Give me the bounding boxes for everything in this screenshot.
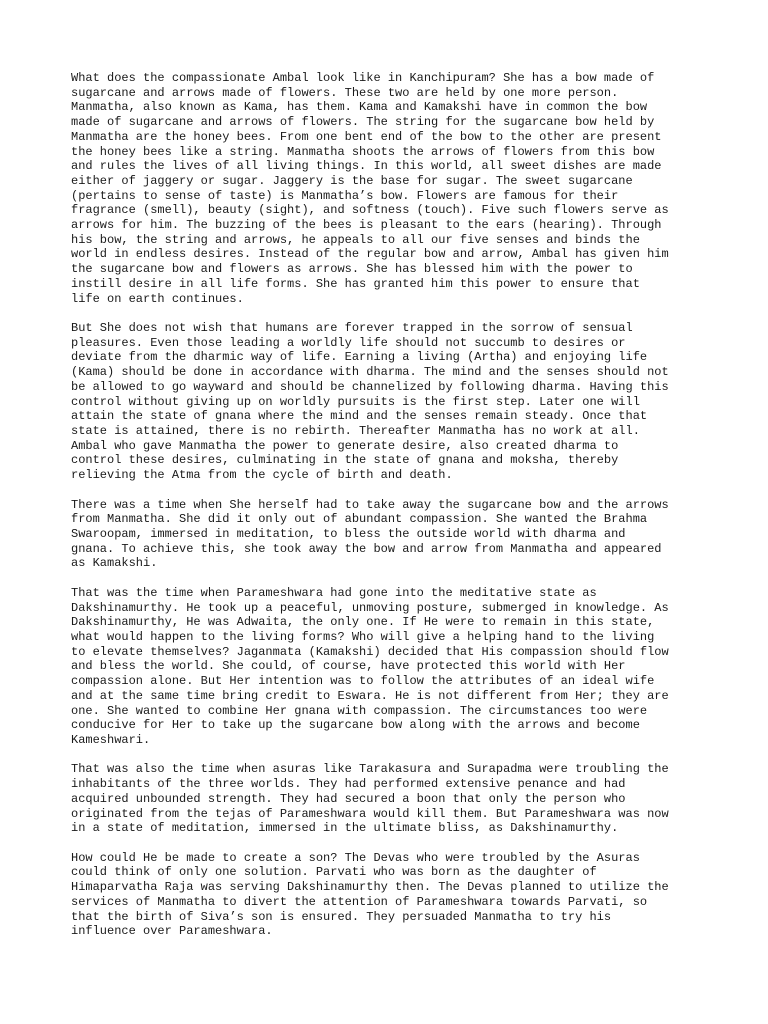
paragraph-6: How could He be made to create a son? The Devas who were troubled by the Asuras could think of only one solution. Parvati who was born as the daughter of Himaparvatha Raja was serving Dakshinamurthy then. The Devas planned to utilize the services of Manmatha to divert the attention of Parameshwara towards Parvati, so that the birth of Siva’s son is ensured. They persuaded Manmatha to try his influence over Parameshwara. xyxy=(71,850,669,939)
paragraph-2: But She does not wish that humans are forever trapped in the sorrow of sensual pleasures. Even those leading a worldly life should not succumb to desires or deviate from the dharmic way of life. Earning a living (Artha) and enjoying life (Kama) should be done in accordance with dharma. The mind and the senses should not be allowed to go wayward and should be channelized by following dharma. Having this control without giving up on worldly pursuits is the first step. Later one will attain the state of gnana where the mind and the senses remain steady. Once that state is attained, there is no rebirth. Thereafter Manmatha has no work at all. Ambal who gave Manmatha the power to generate desire, also created dharma to control these desires, culminating in the state of gnana and moksha, thereby relieving the Atma from the cycle of birth and death. xyxy=(71,321,669,483)
paragraph-3: There was a time when She herself had to take away the sugarcane bow and the arrows from Manmatha. She did it only out of abundant compassion. She wanted the Brahma Swaroopam, immersed in meditation, to bless the outside world with dharma and gnana. To achieve this, she took away the bow and arrow from Manmatha and appeared as Kamakshi. xyxy=(71,497,669,571)
paragraph-4: That was the time when Parameshwara had gone into the meditative state as Dakshinamurthy. He took up a peaceful, unmoving posture, submerged in knowledge. As Dakshinamurthy, He was Adwaita, the only one. If He were to remain in this state, what would happen to the living forms? Who will give a helping hand to the living to elevate themselves? Jaganmata (Kamakshi) decided that His compassion should flow and bless the world. She could, of course, have protected this world with Her compassion alone. But Her intention was to follow the attributes of an ideal wife and at the same time bring credit to Eswara. He is not different from Her; they are one. She wanted to combine Her gnana with compassion. The circumstances too were conducive for Her to take up the sugarcane bow along with the arrows and become Kameshwari. xyxy=(71,585,669,747)
paragraph-5: That was also the time when asuras like Tarakasura and Surapadma were troubling the inhabitants of the three worlds. They had performed extensive penance and had acquired unbounded strength. They had secured a boon that only the person who originated from the tejas of Parameshwara would kill them. But Parameshwara was now in a state of meditation, immersed in the ultimate bliss, as Dakshinamurthy. xyxy=(71,762,669,836)
document-page xyxy=(71,71,711,954)
paragraph-1: What does the compassionate Ambal look like in Kanchipuram? She has a bow made of sugarcane and arrows made of flowers. These two are held by one more person. Manmatha, also known as Kama, has them. Kama and Kamakshi have in common the bow made of sugarcane and arrows of flowers. The string for the sugarcane bow held by Manmatha are the honey bees. From one bent end of the bow to the other are present the honey bees like a string. Manmatha shoots the arrows of flowers from this bow and rules the lives of all living things. In this world, all sweet dishes are made either of jaggery or sugar. Jaggery is the base for sugar. The sweet sugarcane (pertains to sense of taste) is Manmatha’s bow. Flowers are famous for their fragrance (smell), beauty (sight), and softness (touch). Five such flowers serve as arrows for him. The buzzing of the bees is pleasant to the ears (hearing). Through his bow, the string and arrows, he appeals to all our five senses and binds the world in endless desires. Instead of the regular bow and arrow, Ambal has given him the sugarcane bow and flowers as arrows. She has blessed him with the power to instill desire in all life forms. She has granted him this power to ensure that life on earth continues. xyxy=(71,71,669,306)
